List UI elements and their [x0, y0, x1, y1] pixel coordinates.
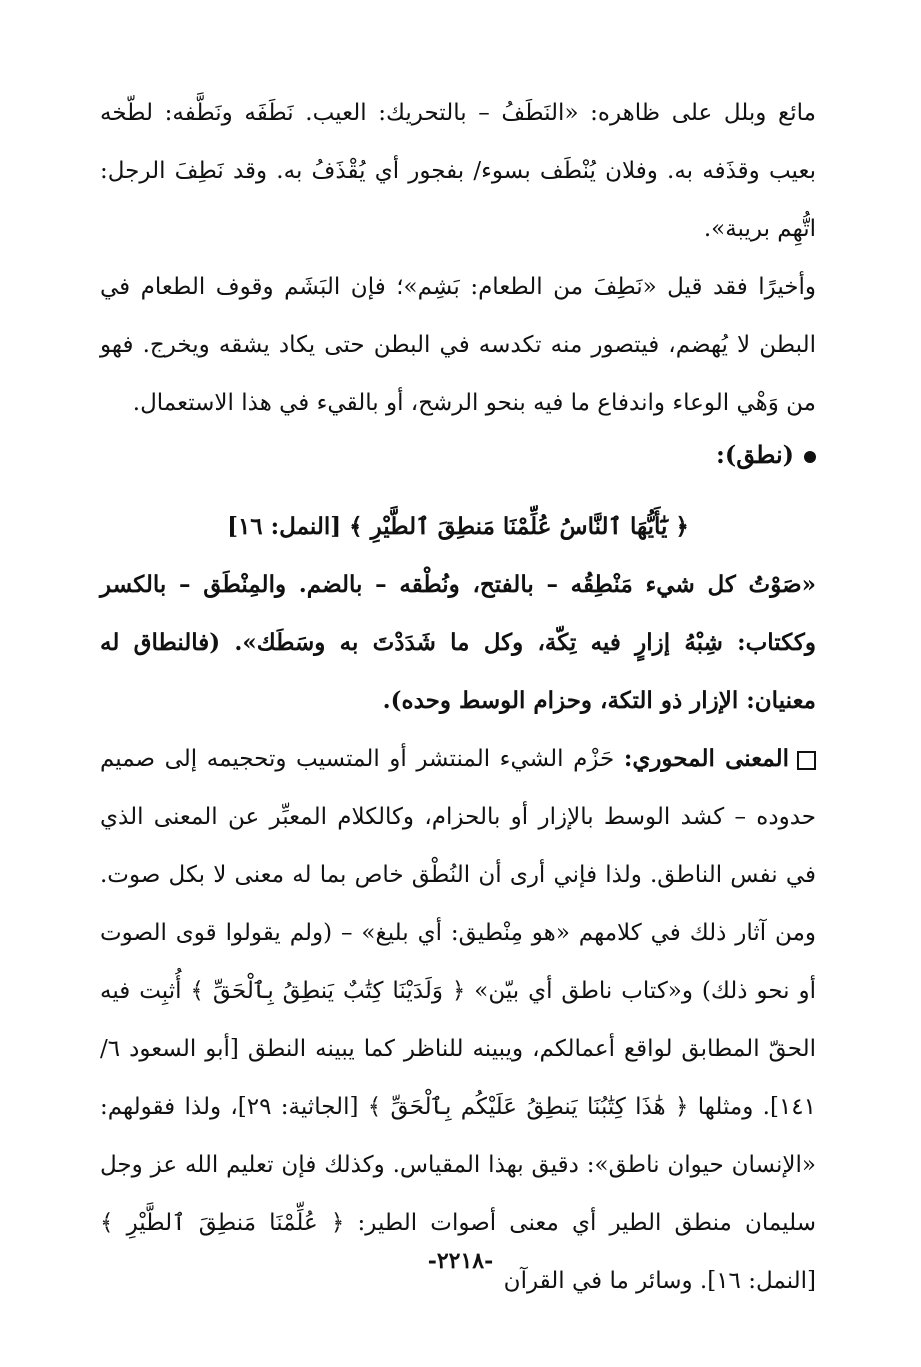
section-heading: [716, 435, 816, 475]
quran-verse: ﴿ يَٰٓأَيُّهَا ٱلنَّاسُ عُلِّمْنَا مَنطِقَ ٱلطَّيْرِ ﴾ [النمل: ١٦]: [227, 513, 689, 540]
core-meaning-paragraph: [100, 730, 816, 1310]
square-bullet-icon: [797, 751, 816, 770]
paragraph-nataf-meaning: [100, 84, 816, 258]
section-heading-text: (نطق):: [716, 440, 794, 469]
core-meaning-text: [100, 730, 816, 1310]
paragraph-text: مائع وبلل على ظاهره: «النَطَفُ – بالتحريك: العيب. نَطَفَه ونَطَّفه: لطّخه بعيب وقذَفه به. وفلان يُنْطَف بسوء/ بفجور أي يُقْذَفُ به. وقد نَطِفَ الرجل: اتُّهِم بريبة».: [100, 100, 816, 242]
paragraph-basham: [100, 258, 816, 432]
bullet-icon: [804, 451, 816, 463]
definition-paragraph: [100, 556, 816, 730]
page-number: -٢٢١٨-: [427, 1248, 494, 1274]
core-meaning-label: المعنى المحوري:: [623, 745, 789, 772]
definition-text: «صَوْتُ كل شيء مَنْطِقُه – بالفتح، ونُطْقه – بالضم. والمِنْطَق – بالكسر وككتاب: شِبْهُ إزارٍ فيه تِكّة، وكل ما شَدَدْتَ به وسَطَك». (فالنطاق له معنيان: الإزار ذو التكة، وحزام الوسط وحده).: [100, 571, 816, 714]
core-meaning-body: حَزْم الشيء المنتشر أو المتسيب وتحجيمه إلى صميم حدوده – كشد الوسط بالإزار أو بالحزام، وكالكلام المعبِّر عن المعنى الذي في نفس الناطق. ولذا فإني أرى أن النُطْق خاص بما له معنى لا بكل صوت. ومن آثار ذلك في كلامهم «هو مِنْطيق: أي بليغ» – (ولم يقولوا قوى الصوت أو نحو ذلك) و«كتاب ناطق أي بيّن» ﴿ وَلَدَيْنَا كِتَٰبٌ يَنطِقُ بِٱلْحَقِّ ﴾ أُثبِت فيه الحقّ المطابق لواقع أعمالكم، ويبينه للناظر كما يبينه النطق [أبو السعود ٦/ ١٤١]. ومثلها ﴿ هَٰذَا كِتَٰبُنَا يَنطِقُ عَلَيْكُم بِٱلْحَقِّ ﴾ [الجاثية: ٢٩]، ولذا فقولهم: «الإنسان حيوان ناطق»: دقيق بهذا المقياس. وكذلك فإن تعليم الله عز وجل سليمان منطق الطير أي معنى أصوات الطير: ﴿ عُلِّمْنَا مَنطِقَ ٱلطَّيْرِ ﴾ [النمل: ١٦]. وسائر ما في القرآن: [100, 746, 816, 1294]
paragraph-text: وأخيرًا فقد قيل «نَطِفَ من الطعام: بَشِم»؛ فإن البَشَم وقوف الطعام في البطن لا يُهضم، فيتصور منه تكدسه في البطن حتى يكاد يشقه ويخرج. فهو من وَهْي الوعاء واندفاع ما فيه بنحو الرشح، أو بالقيء في هذا الاستعمال.: [100, 274, 816, 416]
